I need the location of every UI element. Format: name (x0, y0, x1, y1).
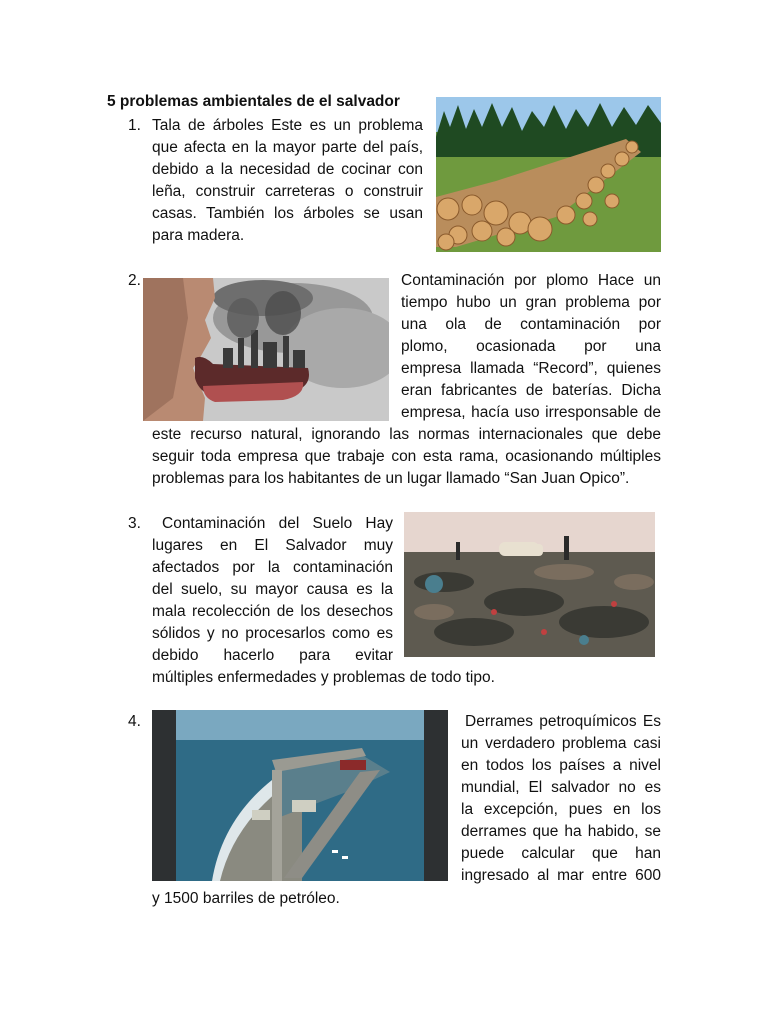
text-line: Contaminación por plomo Hace un (401, 272, 661, 289)
text-line: para madera. (152, 227, 245, 244)
text-line: lugares en El Salvador muy (152, 537, 393, 554)
item-3-side-text (152, 513, 393, 667)
text-line: Tala de árboles Este es un problema (152, 117, 423, 134)
text-line: la excepción, pues en los (461, 801, 661, 818)
text-line: y 1500 barriles de petróleo. (152, 890, 340, 907)
text-line: mala recolección de los desechos (152, 603, 393, 620)
item-2-full-text (152, 424, 661, 490)
item-number: 3. (128, 515, 141, 532)
item-1-text (152, 115, 423, 247)
item-4-full-text (152, 888, 661, 910)
text-line: este recurso natural, ignorando las normas internacionales que debe (152, 426, 661, 443)
text-line: mundial, El salvador no es (461, 779, 661, 796)
text-line: que afecta en la mayor parte del país, (152, 139, 423, 156)
document-title: 5 problemas ambientales de el salvador (107, 93, 400, 110)
text-line: del suelo, su mayor causa es la (152, 581, 393, 598)
text-line: tiempo hubo un gran problema por (401, 294, 661, 311)
text-line: casas. También los árboles se usan (152, 205, 423, 222)
text-line: afectados por la contaminación (152, 559, 393, 576)
text-line: plomo, ocasionada por una (401, 338, 661, 355)
text-line: empresa, hacía uso irresponsable de (401, 404, 661, 421)
item-number: 1. (128, 117, 141, 134)
logs-stack-image (436, 97, 661, 252)
text-line: una ola de contaminación por (401, 316, 661, 333)
text-line: empresa llamada “Record”, quienes (401, 360, 661, 377)
text-line: seguir toda empresa que trabaje con esta rama, ocasionando múltiples (152, 448, 661, 465)
text-line: eran fabricantes de baterías. Dicha (401, 382, 661, 399)
text-line: múltiples enfermedades y problemas de todo tipo. (152, 669, 495, 686)
text-line: un verdadero problema casi (461, 735, 661, 752)
port-aerial-image (152, 710, 448, 881)
text-line: puede calcular que han (461, 845, 661, 862)
text-line: derrames que ha habido, se (461, 823, 661, 840)
text-line: problemas para los habitantes de un lugar llamado “San Juan Opico”. (152, 470, 630, 487)
landfill-garbage-image (404, 512, 655, 657)
item-number: 4. (128, 713, 141, 730)
text-line: debido a la necesidad de cocinar con (152, 161, 423, 178)
text-line: Derrames petroquímicos Es (465, 713, 661, 730)
item-2-side-text (401, 270, 661, 424)
text-line: sólidos y no procesarlos como es (152, 625, 393, 642)
text-line: leña, construir carreteras o construir (152, 183, 423, 200)
mouth-factory-pollution-image (143, 278, 389, 421)
item-number: 2. (128, 272, 141, 289)
item-4-side-text (461, 711, 661, 887)
text-line: Contaminación del Suelo Hay (162, 515, 393, 532)
item-3-full-text (152, 667, 661, 689)
text-line: ingresado al mar entre 600 (461, 867, 661, 884)
text-line: en todos los países a nivel (461, 757, 661, 774)
text-line: debido hacerlo para evitar (152, 647, 393, 664)
